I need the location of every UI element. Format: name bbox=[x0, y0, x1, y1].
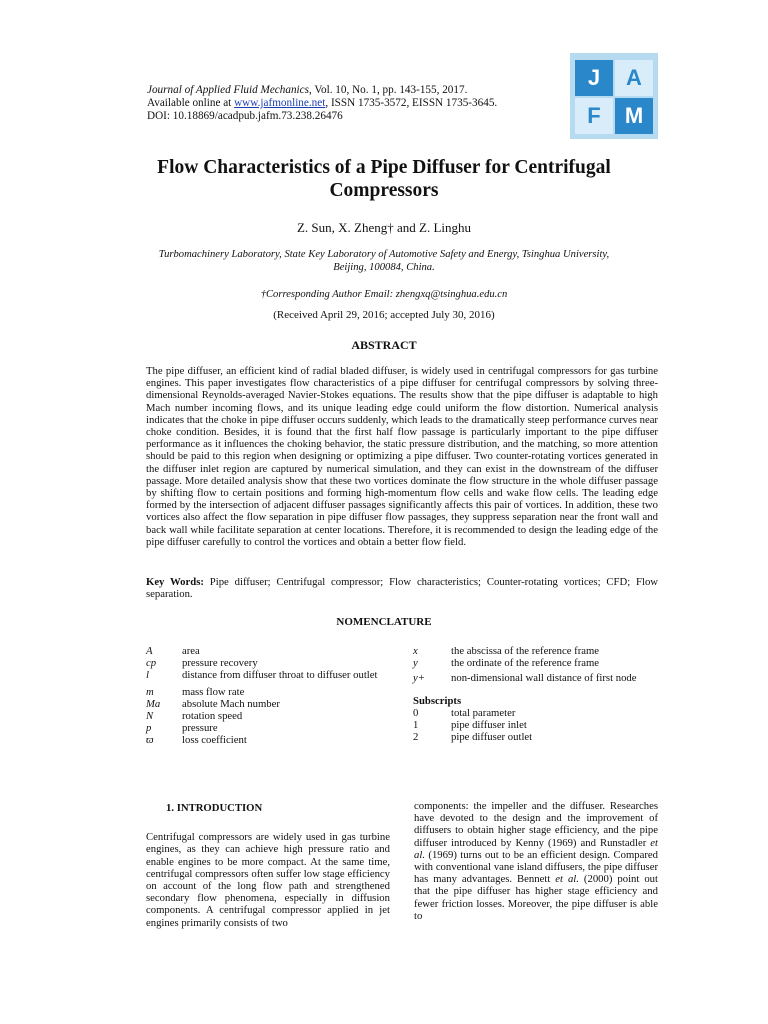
affiliation: Turbomachinery Laboratory, State Key Laboratory of Automotive Safety and Energy, Tsinghua University, Beijing, 100084, China. bbox=[158, 249, 610, 273]
nomenclature-row bbox=[146, 669, 396, 681]
subscript-row bbox=[413, 731, 663, 743]
nom-symbol: l bbox=[146, 669, 149, 682]
abstract-text: The pipe diffuser, an efficient kind of radial bladed diffuser, is widely used in centrifugal compressors for gas turbine engines. This paper investigates flow characteristics of a pipe diffuser for centrifugal compressors by solving three-dimensional Reynolds-averaged Navier-Stokes equations. The results show that the pipe diffuser is adaptable to high Mach number incoming flows, and its unique leading edge could uniform the flow distortion. Numerical analysis indicates that the choke in pipe diffuser occurs suddenly, which leads to the dramatically steep performance curves near choke condition. Besides, it is found that the first half flow passage is particularly important to the pipe diffuser performance as it influences the choking behavior, the static pressure distribution, and the matching, so more attention should be paid to this region when designing or optimizing a pipe diffuser. Two counter-rotating vortices generated in the diffuser inlet region are captured by numerical simulation, and they can exist in the downstream of the diffuser passage. More detailed analysis show that these two vortices dominate the flow structure in the whole diffuser passage by shifting flow to certain positions and forming high-momentum flow cells and wake flow cells. The leading edge formed by the intersection of adjacent diffuser passages significantly affects this pair of vortices. In addition, these two vortices also affect the flow separation in pipe diffuser flow passages, they suppress separation near the front wall and back wall while facilitate separation at center locations. Therefore, it is recommended to design the leading edge of the pipe diffuser carefully to control the vortices and obtain a better flow field. bbox=[146, 365, 658, 548]
journal-info: , Vol. 10, No. 1, pp. 143-155, 2017. bbox=[308, 84, 468, 96]
nom-symbol: y bbox=[413, 657, 418, 670]
keywords bbox=[146, 576, 658, 600]
intro-text-2: (1969) turns out to be an efficient design. Compared with conventional vane island diffusers, the pipe diffuser has many advantages. Bennett bbox=[414, 848, 658, 886]
introduction-heading: 1. INTRODUCTION bbox=[166, 802, 263, 814]
introduction-continued bbox=[414, 800, 658, 922]
corresponding-author: †Corresponding Author Email: zhengxq@tsinghua.edu.cn bbox=[260, 289, 508, 300]
nom-symbol: cp bbox=[146, 657, 157, 670]
subscripts-heading: Subscripts bbox=[413, 694, 462, 707]
subscript-description: pipe diffuser outlet bbox=[451, 731, 533, 744]
logo-tile-m: M bbox=[615, 98, 653, 134]
nom-description: the abscissa of the reference frame bbox=[451, 645, 600, 657]
body-column-left bbox=[146, 800, 390, 929]
et-al: et al. bbox=[414, 836, 658, 861]
nom-symbol: N bbox=[146, 710, 154, 723]
nom-symbol: p bbox=[146, 722, 152, 735]
et-al: et al. bbox=[555, 873, 579, 886]
nom-symbol: Ma bbox=[146, 697, 161, 710]
nom-description: mass flow rate bbox=[182, 685, 245, 698]
journal-website-link[interactable]: www.jafmonline.net bbox=[234, 97, 326, 109]
nomenclature-row bbox=[413, 672, 663, 684]
nom-description: loss coefficient bbox=[182, 734, 247, 747]
nomenclature-row bbox=[146, 722, 396, 734]
available-label: Available online at bbox=[147, 97, 235, 109]
nomenclature-left bbox=[146, 645, 396, 747]
nomenclature-row bbox=[413, 657, 663, 669]
authors: Z. Sun, X. Zheng† and Z. Linghu bbox=[296, 220, 472, 235]
nom-description: pressure recovery bbox=[182, 657, 258, 670]
nom-symbol: y+ bbox=[413, 672, 425, 685]
nom-description: rotation speed bbox=[182, 710, 243, 723]
nom-symbol: x bbox=[413, 645, 418, 657]
nom-symbol: m bbox=[146, 685, 154, 698]
logo-tile-f: F bbox=[575, 98, 613, 134]
abstract-heading: ABSTRACT bbox=[351, 338, 417, 352]
subscript-description: total parameter bbox=[451, 706, 516, 719]
keywords-list: Pipe diffuser; Centrifugal compressor; Flow characteristics; Counter-rotating vortices; CFD; Flow separation. bbox=[146, 576, 659, 601]
journal-name: Journal of Applied Fluid Mechanics bbox=[147, 84, 309, 96]
doi: DOI: 10.18869/acadpub.jafm.73.238.26476 bbox=[147, 110, 343, 122]
subscript-description: pipe diffuser inlet bbox=[451, 719, 527, 732]
intro-text-1: components: the impeller and the diffuser. Researches have devoted to the design and the improvement of diffusers to obtain higher stage efficiency, and the pipe diffuser introduced by Kenny (1969) and Runstadler bbox=[414, 800, 658, 849]
nomenclature-row bbox=[146, 686, 396, 698]
nom-description: non-dimensional wall distance of first node bbox=[451, 672, 637, 685]
nomenclature-row bbox=[146, 645, 396, 657]
logo-tile-a: A bbox=[615, 60, 653, 96]
subscript-symbol: 2 bbox=[413, 731, 419, 744]
nom-symbol: A bbox=[146, 645, 153, 657]
nom-description: distance from diffuser throat to diffuser outlet bbox=[182, 669, 378, 682]
nomenclature-heading: NOMENCLATURE bbox=[336, 616, 432, 628]
nom-symbol: ϖ bbox=[146, 734, 154, 747]
logo-tile-j: J bbox=[575, 60, 613, 96]
nomenclature-row bbox=[146, 734, 396, 746]
intro-text-3: (2000) point out that the pipe diffuser has higher stage efficiency and fewer friction losses. Moreover, the pipe diffuser is able to bbox=[414, 873, 658, 922]
nomenclature-row bbox=[413, 645, 663, 657]
keywords-label: Key Words: bbox=[146, 576, 204, 588]
nomenclature-row bbox=[146, 698, 396, 710]
subscript-row bbox=[413, 707, 663, 719]
received-dates: (Received April 29, 2016; accepted July 30, 2016) bbox=[273, 309, 495, 321]
nom-description: pressure bbox=[182, 722, 218, 735]
paper-title: Flow Characteristics of a Pipe Diffuser for Centrifugal Compressors bbox=[157, 157, 611, 201]
nomenclature-row bbox=[146, 657, 396, 669]
jafm-logo bbox=[570, 53, 658, 139]
subscript-row bbox=[413, 719, 663, 731]
introduction-paragraph: Centrifugal compressors are widely used in gas turbine engines, as they can achieve high pressure ratio and enable engines to be more compact. At the same time, centrifugal compressors often suffer low stage efficiency on account of the long flow path and strengthened secondary flow phenomena, especially in diffusion components. A centrifugal compressor applied in jet engines primarily consists of two bbox=[146, 831, 390, 929]
nom-description: area bbox=[182, 645, 200, 657]
nomenclature-row bbox=[146, 710, 396, 722]
nom-description: the ordinate of the reference frame bbox=[451, 657, 600, 670]
subscript-symbol: 0 bbox=[413, 706, 419, 719]
journal-header bbox=[147, 84, 567, 123]
subscript-symbol: 1 bbox=[413, 719, 419, 732]
issn: , ISSN 1735-3572, EISSN 1735-3645. bbox=[325, 97, 498, 109]
nomenclature-right bbox=[413, 645, 663, 743]
body-column-right bbox=[414, 800, 658, 922]
nom-description: absolute Mach number bbox=[182, 697, 280, 710]
